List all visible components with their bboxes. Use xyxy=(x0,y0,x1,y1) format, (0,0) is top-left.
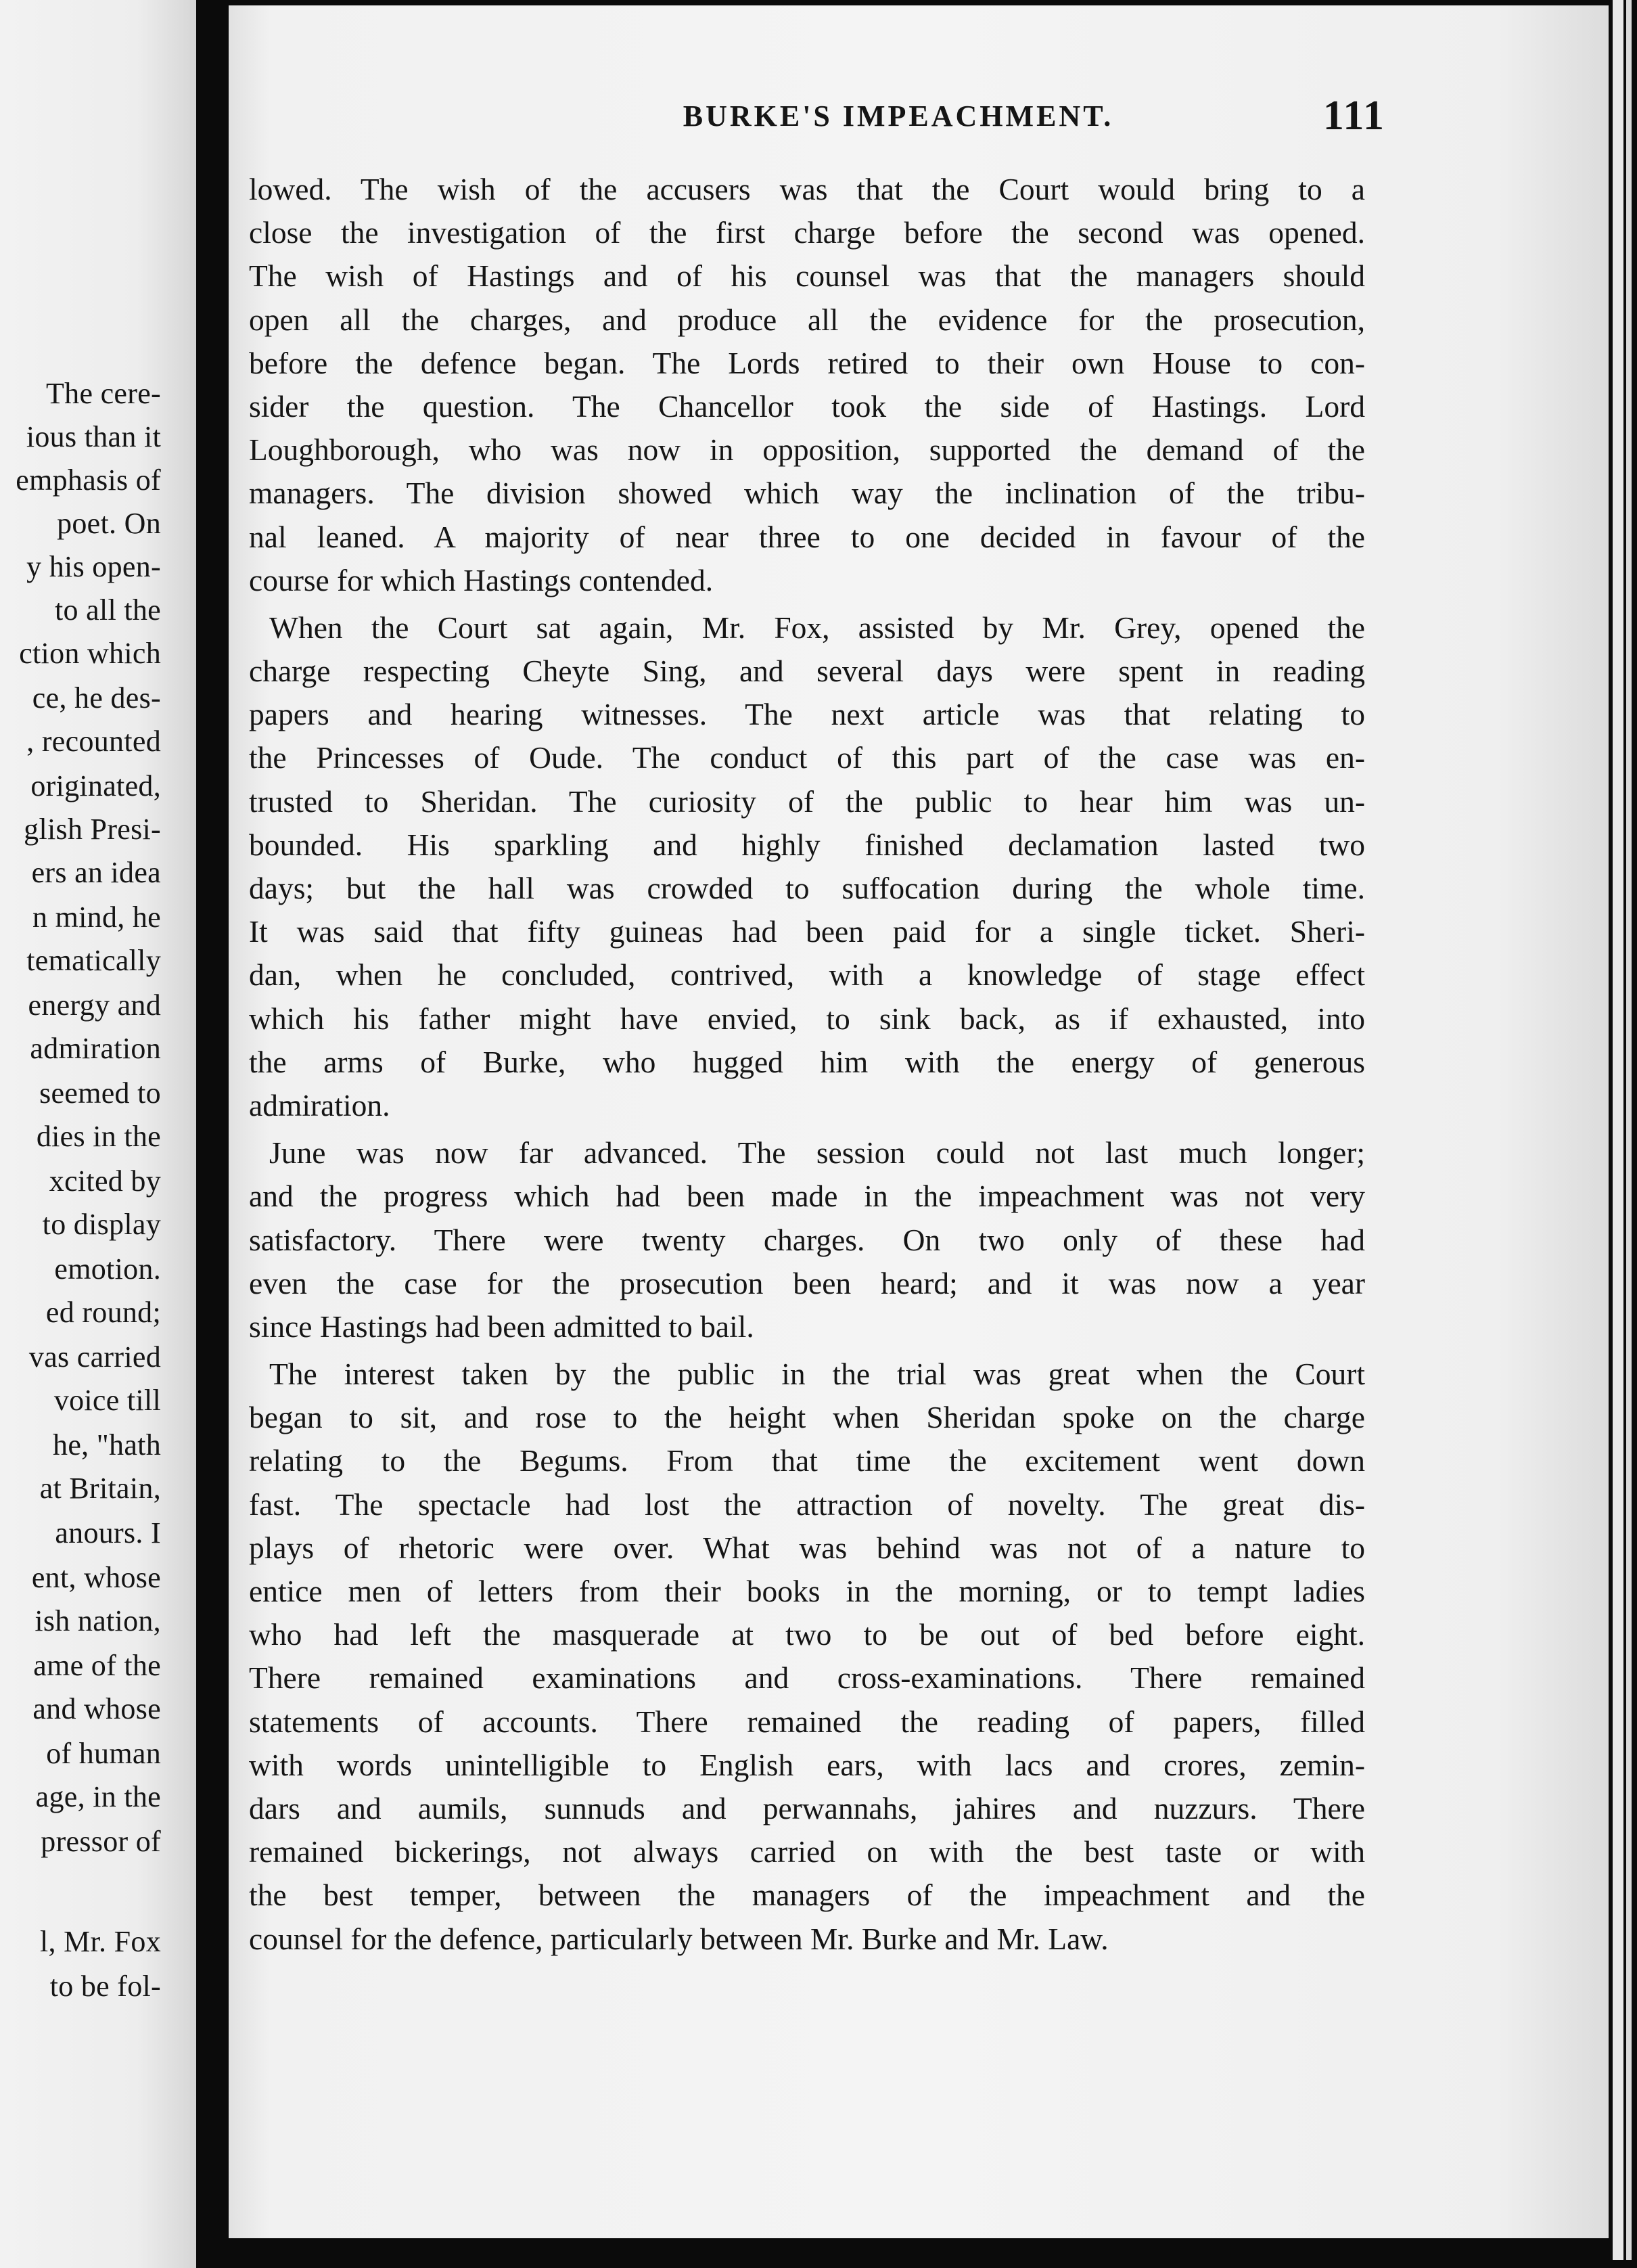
text-line: dars and aumils, sunnuds and perwannahs, jahires and nuzzurs. There xyxy=(249,1790,1365,1825)
facing-page-line: emotion. xyxy=(54,1252,161,1286)
facing-page-line: at Britain, xyxy=(39,1472,161,1505)
facing-page-line: ers an idea xyxy=(31,856,161,889)
text-line: bounded. His sparkling and highly finished declamation lasted two xyxy=(249,827,1365,862)
text-line: who had left the masquerade at two to be out of bed before eight. xyxy=(249,1617,1365,1652)
text-line: When the Court sat again, Mr. Fox, assisted by Mr. Grey, opened the xyxy=(269,610,1365,645)
text-line: lowed. The wish of the accusers was that the Court would bring to a xyxy=(249,172,1365,206)
text-line: The interest taken by the public in the trial was great when the Court xyxy=(269,1357,1365,1392)
text-line: statements of accounts. There remained the reading of papers, filled xyxy=(249,1704,1365,1739)
facing-page-fragment xyxy=(0,0,196,2268)
text-line: papers and hearing witnesses. The next article was that relating to xyxy=(249,697,1365,732)
facing-page-line: The cere- xyxy=(46,377,161,410)
facing-page-line: l, Mr. Fox xyxy=(39,1925,161,1958)
text-line: Loughborough, who was now in opposition, supported the demand of the xyxy=(249,432,1365,468)
facing-page-line: originated, xyxy=(30,769,161,802)
facing-page-line: of human xyxy=(46,1737,161,1770)
text-line: open all the charges, and produce all the evidence for the prosecution, xyxy=(249,302,1365,337)
facing-page-line: ent, whose xyxy=(31,1561,161,1594)
page-edge xyxy=(1613,0,1623,2260)
facing-page-line: anours. I xyxy=(55,1516,161,1549)
facing-page-line: voice till xyxy=(53,1384,161,1417)
facing-page-line: emphasis of xyxy=(16,463,161,497)
facing-page-line: he, "hath xyxy=(53,1428,161,1461)
text-line: days; but the hall was crowded to suffocation during the whole time. xyxy=(249,871,1365,905)
text-line: close the investigation of the first charge before the second was opened. xyxy=(249,215,1365,250)
page-number: 111 xyxy=(1322,93,1385,139)
facing-page-line: vas carried xyxy=(28,1340,161,1374)
text-line: trusted to Sheridan. The curiosity of the public to hear him was un- xyxy=(249,784,1365,819)
text-line: the Princesses of Oude. The conduct of this part of the case was en- xyxy=(249,740,1365,775)
text-line: It was said that fifty guineas had been paid for a single ticket. Sheri- xyxy=(249,914,1365,949)
body-text xyxy=(249,168,1365,1961)
running-head: BURKE'S IMPEACHMENT. xyxy=(683,99,1114,133)
text-line: the arms of Burke, who hugged him with the energy of generous xyxy=(249,1044,1365,1079)
facing-page-line: y his open- xyxy=(26,550,161,583)
facing-page-line: ish nation, xyxy=(34,1604,161,1637)
text-line: and the progress which had been made in the impeachment was not very xyxy=(249,1179,1365,1214)
text-line: began to sit, and rose to the height when Sheridan spoke on the charge xyxy=(249,1400,1365,1435)
facing-page-line: ame of the xyxy=(33,1649,161,1682)
text-line: before the defence began. The Lords retired to their own House to con- xyxy=(249,345,1365,380)
text-line: relating to the Begums. From that time the excitement went down xyxy=(249,1443,1365,1478)
facing-page-line: and whose xyxy=(32,1692,161,1725)
text-line: with words unintelligible to English ears, with lacs and crores, zemin- xyxy=(249,1747,1365,1782)
facing-page-line: dies in the xyxy=(36,1120,161,1153)
facing-page-line: ious than it xyxy=(26,420,161,453)
facing-page-line: ce, he des- xyxy=(32,681,161,715)
facing-page-line: ed round; xyxy=(45,1296,161,1329)
facing-page-line: pressor of xyxy=(41,1825,161,1858)
text-line: dan, when he concluded, contrived, with a knowledge of stage effect xyxy=(249,957,1365,993)
facing-page-line: to all the xyxy=(55,593,161,627)
text-line: The wish of Hastings and of his counsel was that the managers should xyxy=(249,258,1365,294)
text-line: even the case for the prosecution been heard; and it was now a year xyxy=(249,1265,1365,1300)
text-line: counsel for the defence, particularly between Mr. Burke and Mr. Law. xyxy=(249,1921,1109,1956)
text-line: nal leaned. A majority of near three to one decided in favour of the xyxy=(249,519,1365,554)
text-line: entice men of letters from their books in the morning, or to tempt ladies xyxy=(249,1574,1365,1608)
text-line: since Hastings had been admitted to bail. xyxy=(249,1309,754,1344)
facing-page-line: n mind, he xyxy=(32,901,161,934)
facing-page-line: admiration xyxy=(30,1032,161,1065)
facing-page-line: glish Presi- xyxy=(24,813,161,846)
text-line: fast. The spectacle had lost the attraction of novelty. The great dis- xyxy=(249,1487,1365,1522)
facing-page-line: to display xyxy=(42,1208,161,1241)
text-line: managers. The division showed which way the inclination of the tribu- xyxy=(249,476,1365,511)
text-line: plays of rhetoric were over. What was behind was not of a nature to xyxy=(249,1530,1365,1565)
facing-page-line: age, in the xyxy=(35,1780,161,1813)
facing-page-line: , recounted xyxy=(26,725,161,758)
text-line: June was now far advanced. The session could not last much longer; xyxy=(269,1135,1365,1171)
facing-page-line: xcited by xyxy=(49,1164,161,1198)
facing-page-line: ction which xyxy=(19,637,161,670)
facing-page-line: to be fol- xyxy=(49,1970,161,2003)
text-line: course for which Hastings contended. xyxy=(249,562,714,597)
text-line: remained bickerings, not always carried on with the best taste or with xyxy=(249,1834,1365,1869)
text-line: admiration. xyxy=(249,1087,390,1122)
facing-page-line: seemed to xyxy=(39,1076,161,1110)
book-page xyxy=(229,5,1609,2238)
facing-page-line: energy and xyxy=(28,989,161,1022)
text-line: satisfactory. There were twenty charges. On two only of these had xyxy=(249,1222,1365,1257)
text-line: which his father might have envied, to sink back, as if exhausted, into xyxy=(249,1001,1365,1036)
text-line: There remained examinations and cross-examinations. There remained xyxy=(249,1660,1365,1696)
text-line: sider the question. The Chancellor took the side of Hastings. Lord xyxy=(249,388,1365,424)
facing-page-line: poet. On xyxy=(57,507,161,540)
page-edge xyxy=(1626,0,1632,2260)
text-line: charge respecting Cheyte Sing, and several days were spent in reading xyxy=(249,654,1365,689)
facing-page-line: tematically xyxy=(26,944,161,977)
text-line: the best temper, between the managers of the impeachment and the xyxy=(249,1878,1365,1913)
